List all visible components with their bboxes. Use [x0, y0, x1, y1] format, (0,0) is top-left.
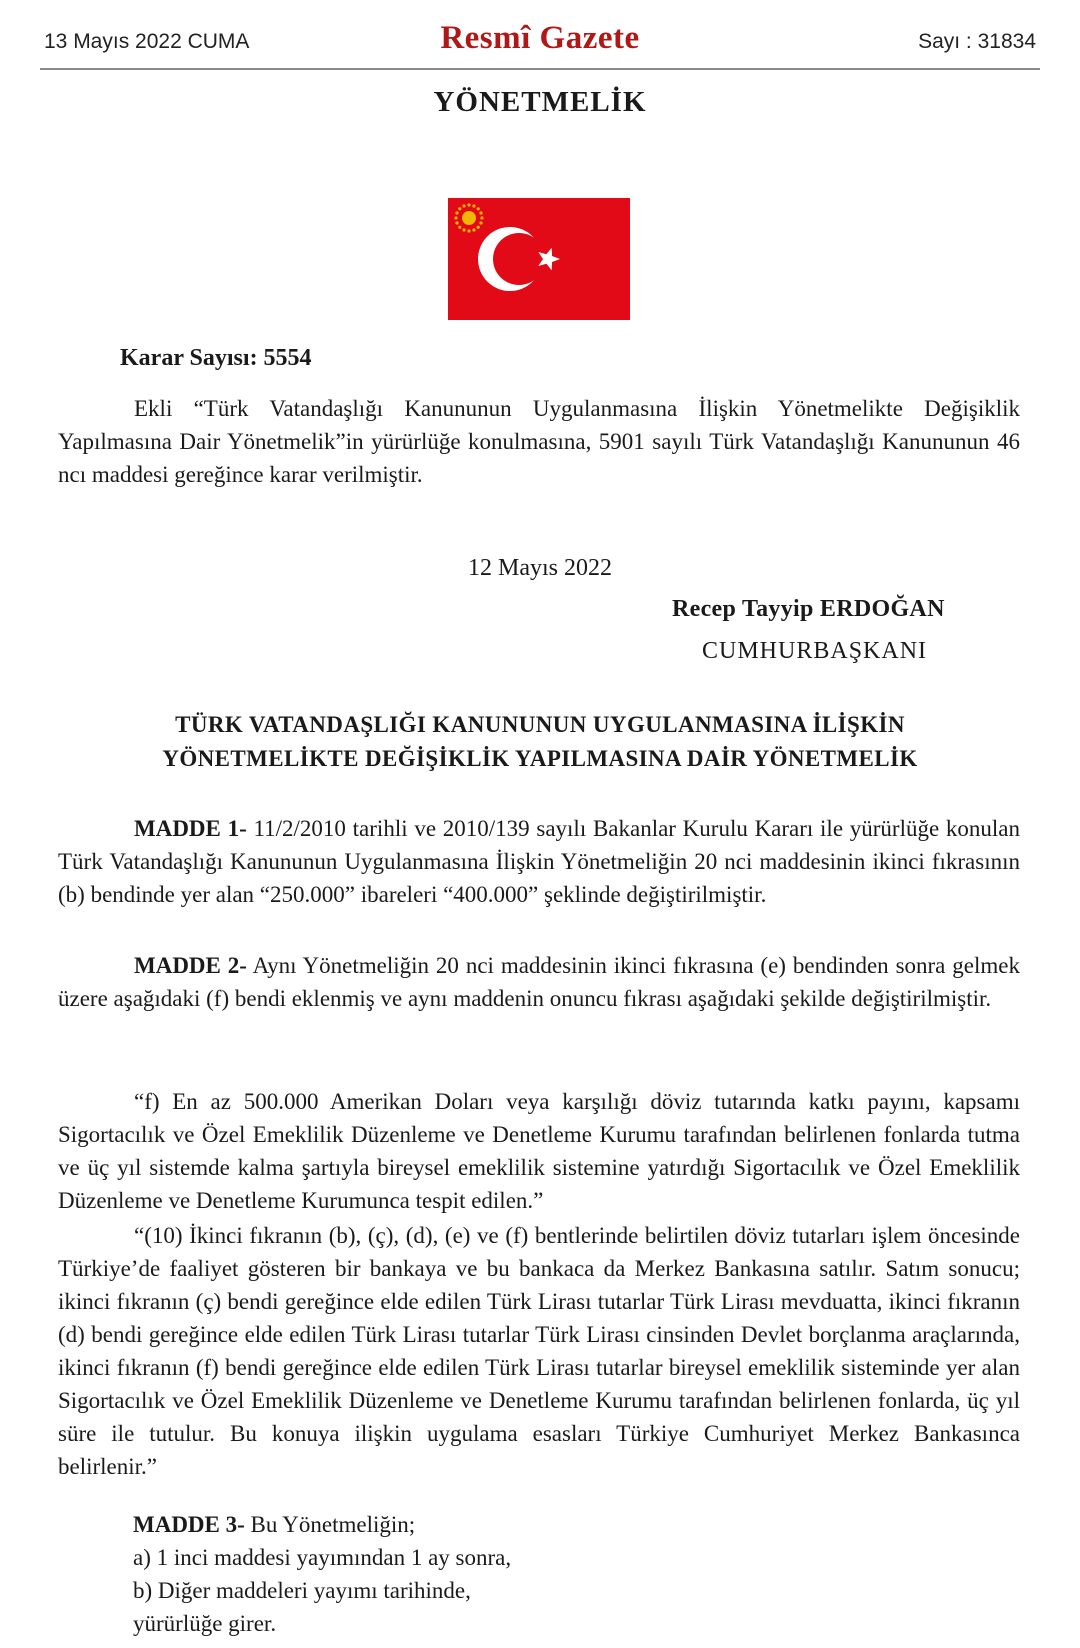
article-2 — [58, 949, 1020, 1015]
quoted-paragraph-10: “(10) İkinci fıkranın (b), (ç), (d), (e) ve (f) bentlerinde belirtilen döviz tutarları işlem öncesinde Türkiye’de faaliyet gösteren bir bankaya ve bu bankaca da Merkez Bankasına satılır. Satım sonucu; ikinci fıkranın (ç) bendi gereğince elde edilen Türk Lirası tutarlar Türk Lirası mevduatta, ikinci fıkranın (d) bendi gereğince elde edilen Türk Lirası tutarlar Türk Lirası cinsinden Devlet borçlanma araçlarında, ikinci fıkranın (f) bendi gereğince elde edilen Türk Lirası tutarlar bireysel emeklilik sisteminde yer alan Sigortacılık ve Özel Emeklilik Düzenleme ve Denetleme Kurumu tarafından belirlenen fonlarda, üç yıl süre ile tutulur. Bu konuya ilişkin uygulama esasları Türkiye Cumhuriyet Merkez Bankasınca belirlenir.” — [58, 1223, 1020, 1479]
article-3-label: MADDE 3- — [133, 1512, 245, 1537]
article-1-label: MADDE 1- — [134, 816, 247, 841]
quoted-clause-f: “f) En az 500.000 Amerikan Doları veya karşılığı döviz tutarında katkı payını, kapsamı Sigortacılık ve Özel Emeklilik Düzenleme ve Denetleme Kurumu tarafından belirlenen fonlarda tutma ve üç yıl sistemde kalma şartıyla bireysel emeklilik sistemine yatırdığı Sigortacılık ve Özel Emeklilik Düzenleme ve Denetleme Kurumunca tespit edilen.” — [58, 1089, 1020, 1213]
article-1 — [58, 812, 1020, 911]
regulation-title-line-2: YÖNETMELİKTE DEĞİŞİKLİK YAPILMASINA DAİR YÖNETMELİK — [162, 746, 918, 771]
regulation-title-line-1: TÜRK VATANDAŞLIĞI KANUNUNUN UYGULANMASINA İLİŞKİN — [175, 712, 905, 737]
decision-number: Karar Sayısı: 5554 — [120, 345, 312, 371]
signer-name: Recep Tayyip ERDOĞAN — [672, 596, 945, 622]
turkish-flag-emblem-icon — [448, 198, 630, 320]
seal-star-dot — [480, 216, 483, 219]
seal-sun — [462, 211, 476, 225]
gazette-header — [40, 22, 1040, 70]
seal-star-dot — [472, 204, 475, 207]
seal-star-dot — [467, 229, 470, 232]
seal-star-dot — [454, 216, 457, 219]
seal-star-dot — [479, 221, 482, 224]
seal-star-dot — [462, 204, 465, 207]
decision-text: Ekli “Türk Vatandaşlığı Kanununun Uygulanmasına İlişkin Yönetmelikte Değişiklik Yapılmasına Dair Yönetmelik”in yürürlüğe konulmasına, 5901 sayılı Türk Vatandaşlığı Kanununun 46 ncı maddesi gereğince karar verilmiştir. — [58, 396, 1020, 487]
article-2-label: MADDE 2- — [134, 953, 247, 978]
seal-star-dot — [477, 207, 480, 210]
crescent-inner — [493, 233, 545, 285]
article-3 — [133, 1508, 415, 1541]
article-2-text: Aynı Yönetmeliğin 20 nci maddesinin ikinci fıkrasına (e) bendinden sonra gelmek üzere aşağıdaki (f) bendi eklenmiş ve aynı maddenin onuncu fıkrası aşağıdaki şekilde değiştirilmiştir. — [58, 953, 1020, 1011]
seal-star-dot — [455, 211, 458, 214]
article-3-closing: yürürlüğe girer. — [133, 1611, 277, 1636]
document-type-heading: YÖNETMELİK — [433, 86, 647, 118]
article-3-item-a: a) 1 inci maddesi yayımından 1 ay sonra, — [133, 1545, 512, 1570]
seal-star-dot — [467, 203, 470, 206]
article-3-item-b: b) Diğer maddeleri yayımı tarihinde, — [133, 1578, 471, 1603]
seal-star-dot — [477, 226, 480, 229]
regulation-title — [0, 708, 1080, 776]
signer-title: CUMHURBAŞKANI — [702, 638, 928, 664]
seal-star-dot — [462, 228, 465, 231]
masthead-title: Resmî Gazete — [440, 20, 640, 56]
seal-star-dot — [472, 228, 475, 231]
issue-date: 13 Mayıs 2022 CUMA — [44, 30, 250, 53]
article-3-text: Bu Yönetmeliğin; — [244, 1512, 416, 1537]
seal-star-dot — [455, 221, 458, 224]
seal-star-dot — [479, 211, 482, 214]
seal-star-dot — [458, 207, 461, 210]
decision-date: 12 Mayıs 2022 — [468, 555, 612, 581]
issue-number: Sayı : 31834 — [918, 30, 1036, 53]
seal-star-dot — [458, 226, 461, 229]
article-1-text: 11/2/2010 tarihli ve 2010/139 sayılı Bakanlar Kurulu Kararı ile yürürlüğe konulan Türk Vatandaşlığı Kanununun Uygulanmasına İlişkin Yönetmeliğin 20 nci maddesinin ikinci fıkrasının (b) bendinde yer alan “250.000” ibareleri “400.000” şeklinde değiştirilmiştir. — [58, 816, 1020, 907]
